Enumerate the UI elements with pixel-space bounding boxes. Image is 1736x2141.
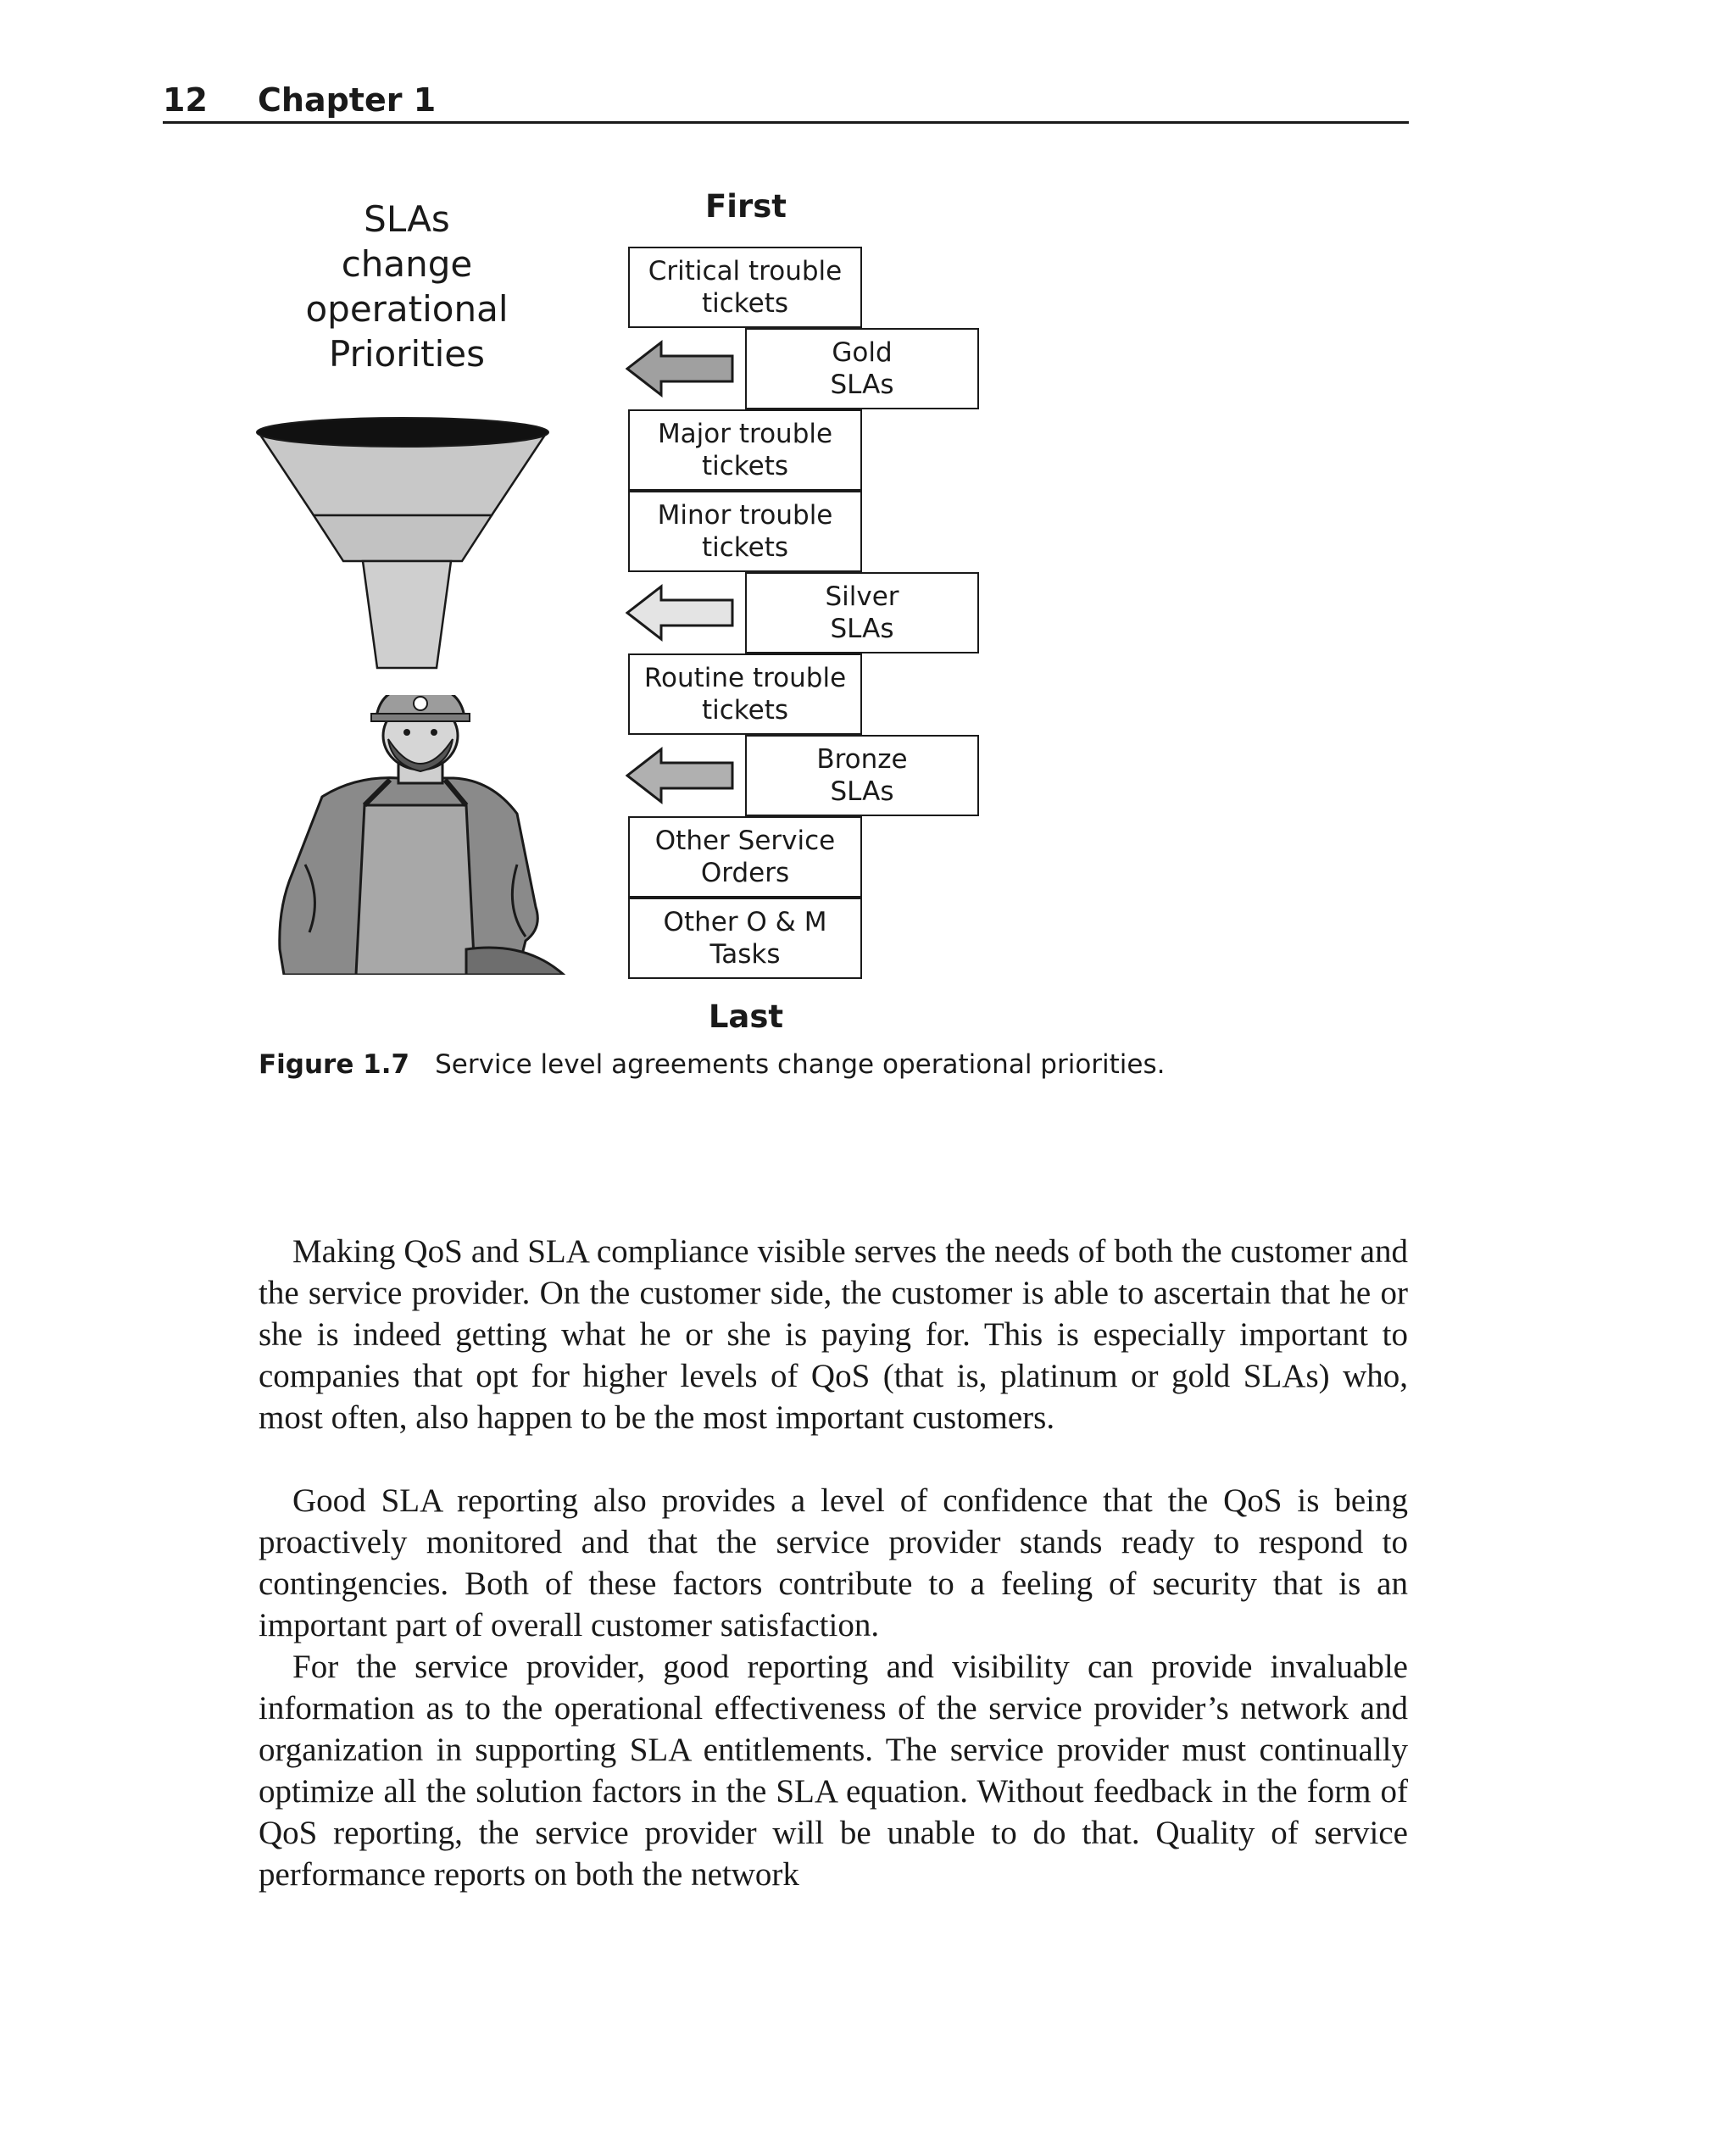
major-tickets-box [628, 409, 862, 491]
silver-slas-box [745, 572, 979, 653]
box-line: Orders [700, 858, 790, 888]
figure-caption-text: Service level agreements change operational priorities. [435, 1049, 1166, 1080]
box-line: tickets [701, 451, 789, 481]
box-line: Critical trouble [648, 256, 843, 286]
funnel-illustration [254, 415, 559, 678]
figure-caption [259, 1049, 1166, 1080]
gold-slas-box [745, 328, 979, 409]
first-label: First [705, 188, 787, 225]
box-line: Bronze [816, 744, 908, 775]
critical-tickets-box [628, 247, 862, 328]
box-line: tickets [701, 695, 789, 726]
routine-tickets-box [628, 653, 862, 735]
body-paragraph: Good SLA reporting also provides a level of confidence that the QoS is being proactively monitored and that the service provider stands ready to respond to contingencies. Both of these factors contribute to a feeling of security that is an important part of overall customer satisfaction. [259, 1482, 1408, 1643]
body-paragraph: For the service provider, good reporting and visibility can provide invaluable information as to the operational effectiveness of the service provider’s network and organization in supporting SLA entitlements. The service provider must continually optimize all the solution factors in the SLA equation. Without feedback in the form of QoS reporting, the service provider will be unable to do that. Quality of service performance reports on both the network [259, 1649, 1408, 1893]
figure-title-line: change [341, 243, 473, 285]
box-line: SLAs [830, 776, 894, 807]
figure-title-line: operational [305, 288, 509, 330]
box-line: Tasks [709, 939, 781, 970]
worker-illustration [271, 695, 568, 975]
figure-title [263, 197, 551, 376]
box-line: tickets [701, 288, 789, 319]
left-arrow-icon [626, 583, 736, 642]
figure-title-line: SLAs [364, 198, 450, 240]
last-label: Last [708, 998, 784, 1035]
other-service-orders-box [628, 816, 862, 898]
minor-tickets-box [628, 491, 862, 572]
page-number: 12 [163, 81, 208, 119]
header-divider [163, 121, 1409, 124]
box-line: Gold [832, 337, 893, 368]
left-arrow-icon [626, 339, 736, 398]
box-line: Silver [825, 581, 899, 612]
box-line: Other Service [654, 826, 836, 856]
box-line: tickets [701, 532, 789, 563]
bronze-slas-box [745, 735, 979, 816]
box-line: Other O & M [663, 907, 827, 937]
figure-title-line: Priorities [328, 333, 486, 375]
box-line: SLAs [830, 370, 894, 400]
box-line: Major trouble [657, 419, 833, 449]
figure-number: Figure 1.7 [259, 1049, 410, 1080]
body-paragraph: Making QoS and SLA compliance visible serves the needs of both the customer and the service provider. On the customer side, the customer is able to ascertain that he or she is indeed getting what he or she is paying for. This is especially important to companies that opt for higher levels of QoS (that is, platinum or gold SLAs) who, most often, also happen to be the most important customers. [259, 1233, 1408, 1436]
other-om-tasks-box [628, 898, 862, 979]
left-arrow-icon [626, 746, 736, 805]
box-line: SLAs [830, 614, 894, 644]
box-line: Routine trouble [643, 663, 847, 693]
chapter-title: Chapter 1 [258, 81, 437, 119]
box-line: Minor trouble [657, 500, 833, 531]
